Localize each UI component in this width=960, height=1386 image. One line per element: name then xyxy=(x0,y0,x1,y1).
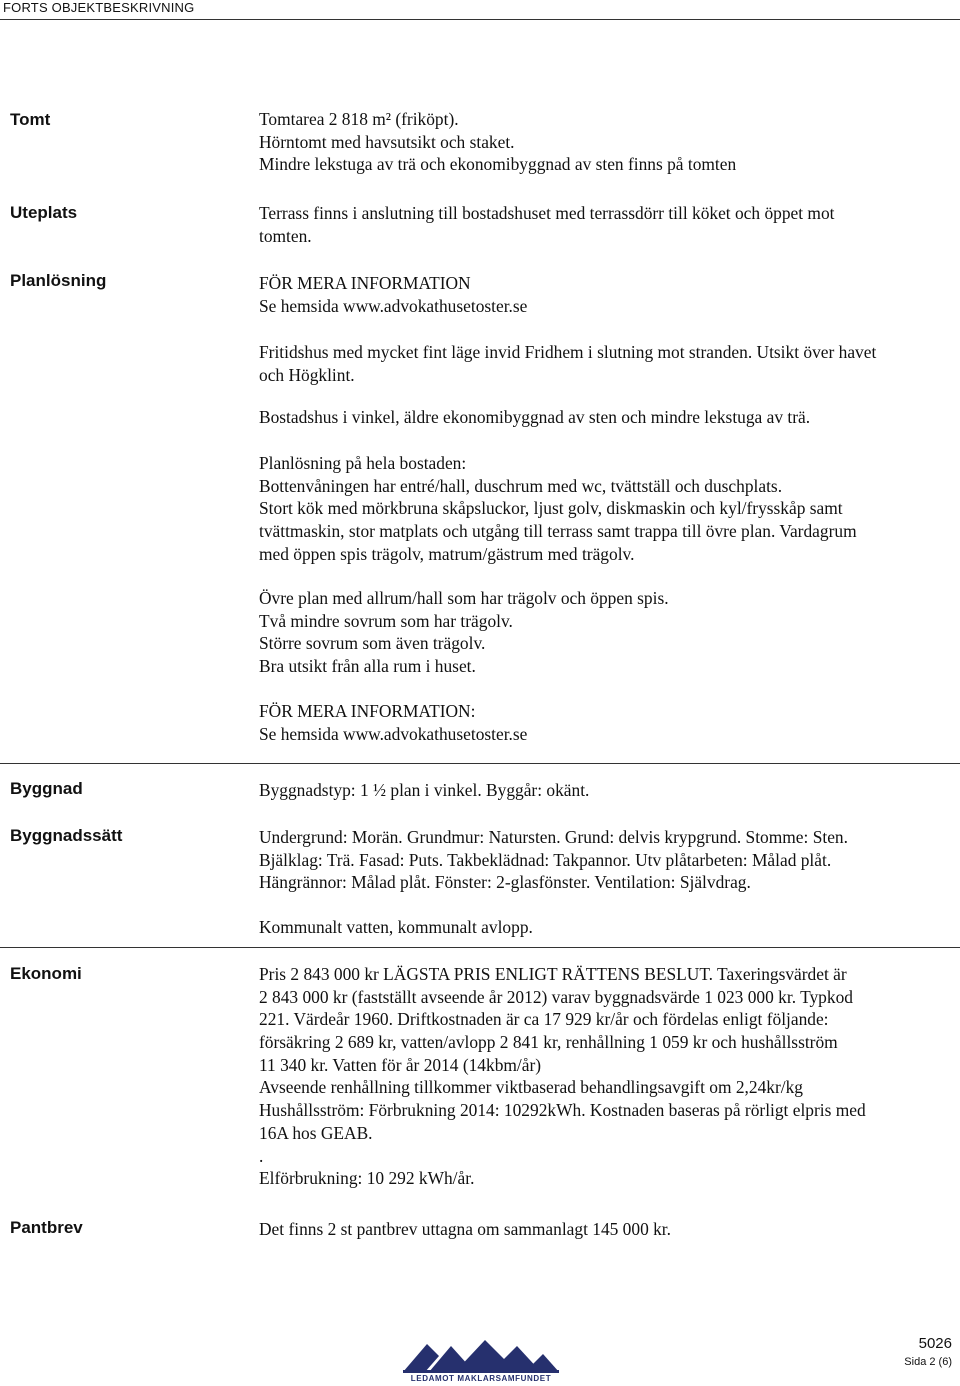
ekonomi-line: Elförbrukning: 10 292 kWh/år. xyxy=(259,1168,475,1189)
tomt-line: Tomtarea 2 818 m² (friköpt). xyxy=(259,109,459,129)
pantbrev-text xyxy=(259,1218,949,1241)
info-block-2 xyxy=(259,700,949,745)
ovre-plan-text xyxy=(259,587,949,678)
ekonomi-line: 16A hos GEAB. xyxy=(259,1122,373,1143)
info-website: Se hemsida www.advokathusetoster.se xyxy=(259,723,528,744)
label-tomt: Tomt xyxy=(10,110,51,129)
ekonomi-line: . xyxy=(259,1145,264,1166)
label-byggnad: Byggnad xyxy=(10,779,83,798)
page-label: Sida 2 (6) xyxy=(904,1356,952,1368)
tomt-line: Hörntomt med havsutsikt och staket. xyxy=(259,131,515,152)
label-uteplats: Uteplats xyxy=(10,203,78,222)
uteplats-line: Terrass finns i anslutning till bostadshuset med terrassdörr till köket och öppet mot xyxy=(259,203,835,223)
planlosning-line: Bottenvåningen har entré/hall, duschrum med wc, tvättställ och duschplats. xyxy=(259,475,783,496)
byggnadssatt-line: Undergrund: Morän. Grundmur: Natursten. Grund: delvis krypgrund. Stomme: Sten. xyxy=(259,827,848,847)
page-number-block xyxy=(904,1335,952,1371)
ekonomi-line: försäkring 2 689 kr, vatten/avlopp 2 841 kr, renhållning 1 059 kr och hushållsström xyxy=(259,1032,838,1053)
byggnad-text xyxy=(259,779,949,802)
ekonomi-line: Pris 2 843 000 kr LÄGSTA PRIS ENLIGT RÄTTENS BESLUT. Taxeringsvärdet är xyxy=(259,964,847,984)
label-byggnadssatt: Byggnadssätt xyxy=(10,826,123,845)
ekonomi-text xyxy=(259,963,949,1190)
document-number: 5026 xyxy=(918,1335,952,1352)
vatten-line: Kommunalt vatten, kommunalt avlopp. xyxy=(259,917,533,937)
vatten-text xyxy=(259,916,949,939)
info-heading: FÖR MERA INFORMATION xyxy=(259,273,471,293)
fritidshus-line: och Högklint. xyxy=(259,364,355,385)
byggnad-line: Byggnadstyp: 1 ½ plan i vinkel. Byggår: okänt. xyxy=(259,780,590,800)
fritidshus-line: Fritidshus med mycket fint läge invid Fridhem i slutning mot stranden. Utsikt över havet xyxy=(259,342,877,362)
label-ekonomi: Ekonomi xyxy=(10,964,82,983)
ekonomi-line: 2 843 000 kr (fastställt avseende år 2012) varav byggnadsvärde 1 023 000 kr. Typkod xyxy=(259,986,853,1007)
ovre-line: Övre plan med allrum/hall som har trägolv och öppen spis. xyxy=(259,588,669,608)
bostadshus-text xyxy=(259,406,949,429)
label-planlosning: Planlösning xyxy=(10,271,107,290)
tomt-line: Mindre lekstuga av trä och ekonomibyggnad av sten finns på tomten xyxy=(259,154,737,175)
running-header: FORTS OBJEKTBESKRIVNING xyxy=(3,0,195,15)
uteplats-line: tomten. xyxy=(259,225,312,246)
uteplats-text xyxy=(259,202,949,247)
pantbrev-line: Det finns 2 st pantbrev uttagna om sammanlagt 145 000 kr. xyxy=(259,1219,671,1239)
ovre-line: Större sovrum som även trägolv. xyxy=(259,633,486,654)
byggnadssatt-line: Hängrännor: Målad plåt. Fönster: 2-glasfönster. Ventilation: Självdrag. xyxy=(259,872,751,893)
info-website: Se hemsida www.advokathusetoster.se xyxy=(259,295,528,316)
info-heading: FÖR MERA INFORMATION: xyxy=(259,701,476,721)
ovre-line: Två mindre sovrum som har trägolv. xyxy=(259,610,513,631)
ekonomi-line: Avseende renhållning tillkommer viktbaserad behandlingsavgift om 2,24kr/kg xyxy=(259,1077,803,1098)
maklarsamfundet-logo xyxy=(395,1336,567,1382)
info-block-1 xyxy=(259,272,949,317)
section-rule xyxy=(0,947,960,948)
ekonomi-line: 11 340 kr. Vatten för år 2014 (14kbm/år) xyxy=(259,1054,542,1075)
fritidshus-text xyxy=(259,341,949,386)
planlosning-line: Planlösning på hela bostaden: xyxy=(259,453,467,473)
byggnadssatt-line: Bjälklag: Trä. Fasad: Puts. Takbeklädnad: Takpannor. Utv plåtarbeten: Målad plåt. xyxy=(259,849,832,870)
header-rule xyxy=(0,19,960,20)
planlosning-line: med öppen spis trägolv, matrum/gästrum med trägolv. xyxy=(259,543,635,564)
ekonomi-line: Hushållsström: Förbrukning 2014: 10292kWh. Kostnaden baseras på rörligt elpris med xyxy=(259,1100,866,1121)
label-pantbrev: Pantbrev xyxy=(10,1218,83,1237)
planlosning-line: tvättmaskin, stor matplats och utgång till terrass samt trappa till övre plan. Vardagrum xyxy=(259,521,857,542)
section-rule xyxy=(0,763,960,764)
planlosning-line: Stort kök med mörkbruna skåpsluckor, ljust golv, diskmaskin och kyl/frysskåp samt xyxy=(259,498,843,519)
byggnadssatt-text xyxy=(259,826,949,894)
logo-wordmark: LEDAMOT MAKLARSAMFUNDET xyxy=(410,1374,552,1382)
tomt-text xyxy=(259,108,949,176)
ovre-line: Bra utsikt från alla rum i huset. xyxy=(259,656,476,677)
planlosning-text xyxy=(259,452,949,565)
bostadshus-line: Bostadshus i vinkel, äldre ekonomibyggnad av sten och mindre lekstuga av trä. xyxy=(259,407,811,427)
ekonomi-line: 221. Värdeår 1960. Driftkostnaden är ca 17 929 kr/år och fördelas enligt följande: xyxy=(259,1009,829,1030)
